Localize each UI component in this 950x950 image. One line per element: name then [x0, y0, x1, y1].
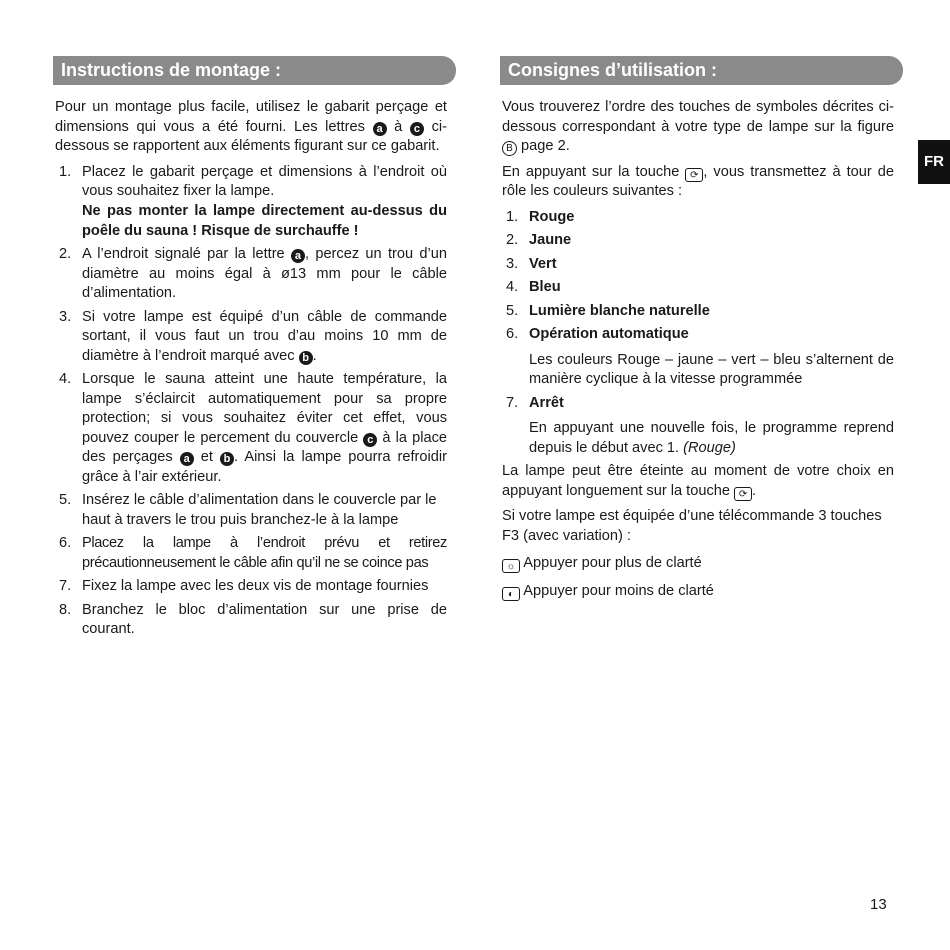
cycle-key-icon: ⟳ — [685, 168, 703, 182]
list-item: 3. Si votre lampe est équipé d’un câble de commande sortant, il vous faut un trou d’au moins 10 mm de diamètre à l’endroit marqué avec b . — [59, 308, 447, 364]
overheat-warning: Ne pas monter la lampe directement au-dessus du poêle du sauna ! Risque de surchauffe ! — [82, 202, 447, 239]
language-tab: FR — [918, 140, 950, 184]
usage-intro: Vous trouverez l’ordre des touches de symboles décrites ci-dessous correspondant à votre type de lampe sur la figure B page 2. — [502, 99, 894, 155]
list-item: 1. Rouge — [506, 208, 575, 225]
letter-a-icon: a — [373, 122, 387, 136]
cycle-key-icon: ⟳ — [734, 487, 752, 501]
list-item: 4. Lorsque le sauna atteint une haute température, la lampe s’éclaircit automatiquement pour sa propre protection; si vous souhaitez éviter cet effet, vous pouvez couper le percement du couvercle c à la place des perçages a et b . Ainsi la lampe pourra refroidir grâce à l’air extérieur. — [59, 371, 447, 486]
mounting-instructions-heading: Instructions de montage : — [53, 56, 456, 85]
brightness-up-icon: ☼ — [502, 559, 520, 573]
usage-instructions-heading: Consignes d’utilisation : — [500, 56, 903, 85]
list-item: 4. Bleu — [506, 279, 561, 296]
figure-b-icon: B — [502, 141, 517, 156]
left-column — [53, 56, 456, 644]
list-item: 6. Placez la lampe à l’endroit prévu et retirez précautionneusement le câble afin qu’il ne se coince pas — [59, 535, 447, 572]
letter-a-icon: a — [291, 249, 305, 263]
letter-b-icon: b — [299, 351, 313, 365]
list-item: 2. Jaune — [506, 232, 572, 249]
mounting-intro: Pour un montage plus facile, utilisez le gabarit perçage et dimensions qui vous a été fourni. Les lettres a à c ci-dessous se rapportent aux éléments figurant sur ce gabarit. — [55, 99, 447, 155]
list-item: 7. Fixez la lampe avec les deux vis de montage fournies — [59, 578, 429, 595]
brightness-down-icon: ◐ — [502, 587, 520, 601]
remote-plus-line: ☼ Appuyer pour plus de clarté — [502, 554, 903, 574]
list-item: 6. Opération automatique Les couleurs Rouge – jaune – vert – bleu s’alternent de manière cyclique à la vitesse programmée — [500, 325, 903, 390]
list-item: 7. Arrêt En appuyant une nouvelle fois, le programme reprend depuis le début avec 1. (Rouge) — [500, 394, 903, 459]
letter-c-icon: c — [363, 433, 377, 447]
color-list — [500, 208, 903, 458]
remote-note: Si votre lampe est équipée d’une télécommande 3 touches F3 (avec variation) : — [502, 508, 882, 544]
list-item: 2. A l’endroit signalé par la lettre a , percez un trou d’un diamètre au moins égal à ø13 mm pour le câble d’alimentation. — [59, 245, 447, 302]
page-number: 13 — [870, 896, 887, 913]
auto-mode-description: Les couleurs Rouge – jaune – vert – bleu s’alternent de manière cyclique à la vitesse programmée — [529, 351, 894, 388]
stop-description: En appuyant une nouvelle fois, le programme reprend depuis le début avec 1. (Rouge) — [529, 420, 894, 456]
list-item: 5. Insérez le câble d’alimentation dans le couvercle par le haut à travers le trou puis branchez-le à la lampe — [59, 492, 437, 529]
list-item: 5. Lumière blanche naturelle — [506, 302, 710, 319]
mounting-steps-list — [53, 163, 456, 640]
letter-c-icon: c — [410, 122, 424, 136]
letter-a-icon: a — [180, 452, 194, 466]
letter-b-icon: b — [220, 452, 234, 466]
color-cycle-intro: En appuyant sur la touche ⟳ , vous transmettez à tour de rôle les couleurs suivantes : — [502, 163, 895, 200]
switch-off-note: La lampe peut être éteinte au moment de votre choix en appuyant longuement sur la touche ⟳ . — [502, 463, 894, 500]
list-item: 8. Branchez le bloc d’alimentation sur une prise de courant. — [59, 601, 447, 638]
remote-minus-line: ◐ Appuyer pour moins de clarté — [502, 582, 903, 602]
right-column — [500, 56, 903, 602]
list-item: 1. Placez le gabarit perçage et dimensions à l’endroit où vous souhaitez fixer la lampe. Ne pas monter la lampe directement au-dessus du poêle du sauna ! Risque de surchauffe ! — [53, 163, 456, 241]
list-item: 3. Vert — [506, 255, 557, 272]
